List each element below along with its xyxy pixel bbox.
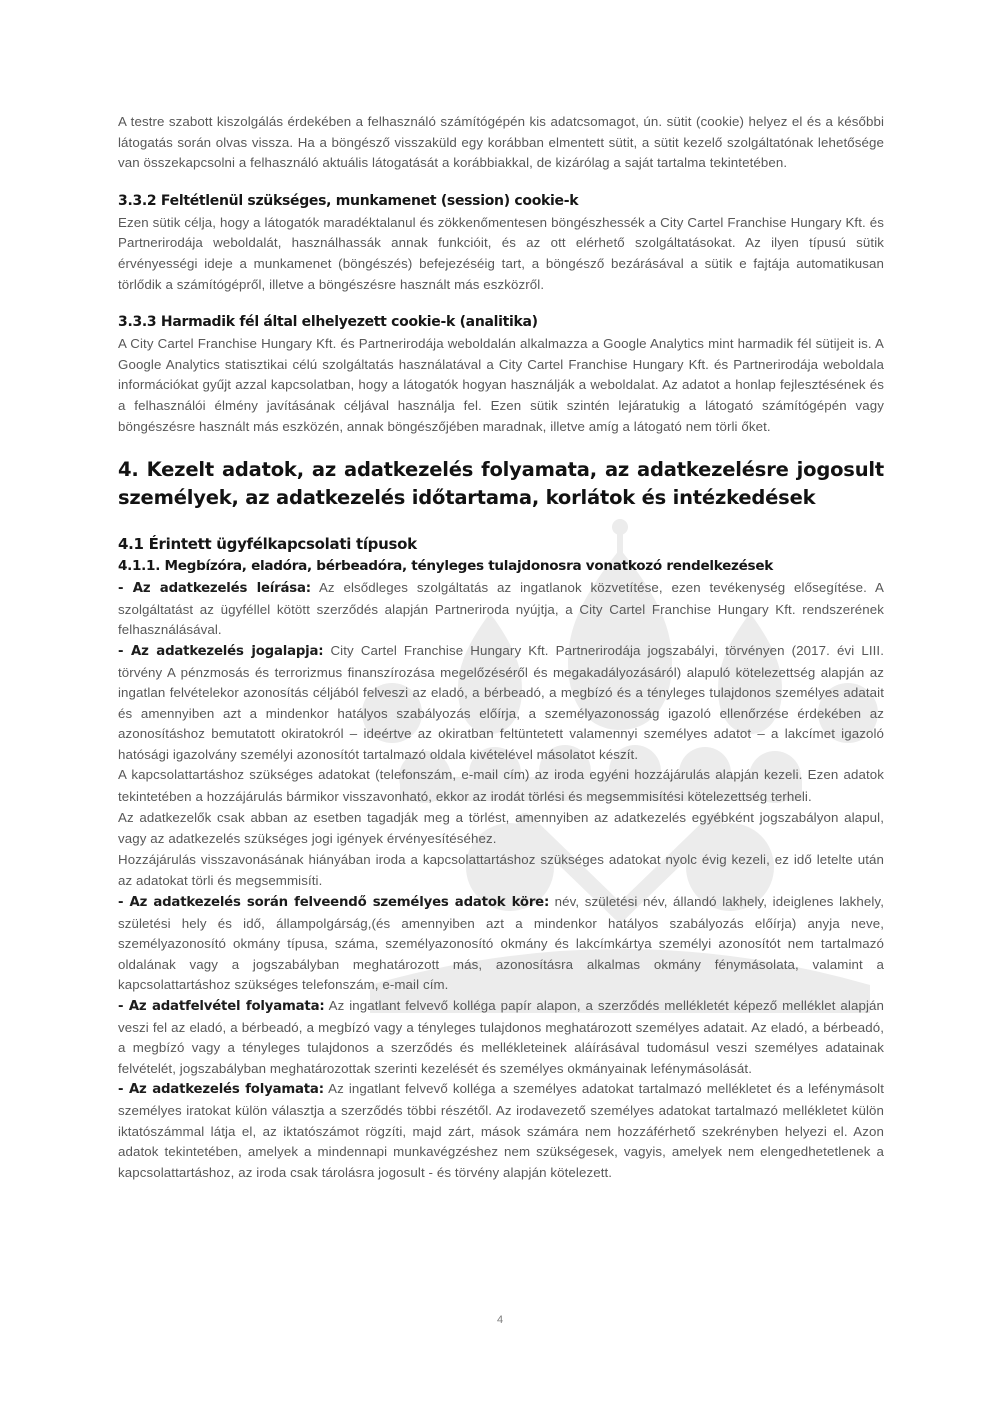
policy-paragraph	[118, 641, 884, 766]
policy-paragraph	[118, 765, 884, 807]
paragraph-lead: - Az adatkezelés leírása:	[118, 581, 311, 597]
policy-paragraph	[118, 996, 884, 1079]
section-4-1-heading: 4.1 Érintett ügyfélkapcsolati típusok	[118, 535, 417, 554]
section-4-1-1-heading: 4.1.1. Megbízóra, eladóra, bérbeadóra, tényleges tulajdonosra vonatkozó rendelkezések	[118, 558, 774, 575]
page-content	[118, 112, 884, 1183]
intro-paragraph: A testre szabott kiszolgálás érdekében a felhasználó számítógépén kis adatcsomagot, ún. sütit (cookie) helyez el és a későbbi látogatás során olvas vissza. Ha a böngésző visszaküld egy korábban elmentett sütit, a sütit kezelő szolgáltatónak lehetősége van összekapcsolni a felhasználó aktuális látogatását a korábbiakkal, de kizárólag a saját tartalma tekintetében.	[118, 114, 884, 171]
paragraph-text: Az adatkezelők csak abban az esetben tagadják meg a törlést, amennyiben az adatkezelés egyébként jogszabályon alapul, vagy az adatkezelés szükséges jogi igények érvényesítéséhez.	[118, 809, 884, 847]
section-3-3-3-heading: 3.3.3 Harmadik fél által elhelyezett cookie-k (analitika)	[118, 314, 538, 331]
paragraph-lead: - Az adatkezelés folyamata:	[118, 1082, 324, 1098]
policy-paragraph	[118, 578, 884, 641]
paragraph-text: City Cartel Franchise Hungary Kft. Partnerirodája jogszabályi, törvényen (2017. évi LIII. törvény A pénzmosás és terrorizmus finanszírozása megelőzéséről és megakadályozásáról) alapuló kötelezettség alapján az ingatlan felvételekor azonosítás céljából felveszi az eladó, a bérbeadó, a megbízó és a tényleges tulajdonos személyes adatait és amennyiben azt a mindenkor hatályos szabályozás előírja, a személyazonosság igazoló ellenőrzése érdekében az azonosításhoz bemutatott okiratokról – ideértve az okiratban feltüntetett valamennyi személyes adatot – a lakcímet igazoló hatósági igazolvány személyi azonosítót tartalmazó oldala kivételével másolatot készít.	[118, 642, 884, 762]
paragraph-text: Az ingatlant felvevő kolléga a személyes adatokat tartalmazó mellékletet és a lefénymásolt személyes iratokat külön választja a szerződés többi részétől. Az irodavezető személyes adatokat tartalmazó mellékletet külön iktatószámmal látja el, az iktatószámot rögzíti, majd zárt, mások számára nem hozzáférhető szekrényben helyezi el. Azon adatok tekintetében, amelyek a mindennapi munkavégzéshez nem szükségesek, vagyis, amelyek nem elengedhetetlenek a kapcsolattartáshoz, az iroda csak tárolásra jogosult - és törvény alapján kötelezett.	[118, 1081, 884, 1180]
policy-paragraph	[118, 892, 884, 996]
policy-paragraph	[118, 808, 884, 850]
section-3-3-2-body: Ezen sütik célja, hogy a látogatók maradéktalanul és zökkenőmentesen böngészhessék a City Cartel Franchise Hungary Kft. és Partnerirodája weboldalát, használhassák annak funkcióit, és az ott elérhető szolgáltatásokat. Az ilyen típusú sütik érvényességi ideje a munkamenet (böngészés) befejezéséig tart, a böngésző bezárásával a sütik e fajtája automatikusan törlődik a számítógépről, illetve a böngészésre használt más eszközről.	[118, 214, 884, 292]
paragraph-text: név, születési név, állandó lakhely, ideiglenes lakhely, születési hely és idő, állampolgárság,(és amennyiben azt a mindenkor hatályos szabályozás előírja) anyja neve, személyazonosító okmány típusa, száma, személyazonosító okmány és lakcímkártya személyi azonosítót nem tartalmazó oldalának vagy a jogszabályban meghatározott más, azonosításra alkalmas okmány fénymásolata, valamint a kapcsolattartáshoz szükséges telefonszám, e-mail cím.	[118, 894, 884, 993]
section-3-3-2-heading: 3.3.2 Feltétlenül szükséges, munkamenet (session) cookie-k	[118, 192, 579, 209]
policy-paragraph	[118, 850, 884, 892]
policy-paragraph	[118, 1079, 884, 1183]
paragraph-lead: - Az adatkezelés jogalapja:	[118, 643, 324, 659]
paragraph-lead: - Az adatkezelés során felveendő személyes adatok köre:	[118, 895, 550, 911]
chapter-4-heading: 4. Kezelt adatok, az adatkezelés folyamata, az adatkezelésre jogosult személyek, az adatkezelés időtartama, korlátok és intézkedések	[118, 458, 884, 509]
paragraph-text: Az ingatlant felvevő kolléga papír alapon, a szerződés mellékletét képező melléklet alapján veszi fel az eladó, a bérbeadó, a megbízó vagy a tényleges tulajdonos meghatározott személyes adatait. Az eladó, a bérbeadó, a megbízó vagy a tényleges tulajdonos a szerződés és mellékleteinek aláírásával tudomásul veszi személyes adatainak felvételét, jogszabályban meghatározottak szerinti kezelését és személyes okmányainak lefénymásolását.	[118, 998, 884, 1076]
page-number: 4	[496, 1314, 504, 1326]
paragraph-text: Hozzájárulás visszavonásának hiányában iroda a kapcsolattartáshoz szükséges adatokat nyolc évig kezeli, ez idő letelte után az adatokat törli és megsemmisíti.	[118, 851, 884, 889]
paragraph-text: Az elsődleges szolgáltatás az ingatlanok közvetítése, ezen tevékenység elősegítése. A szolgáltatást az ügyféllel kötött szerződés alapján Partneriroda nyújtja, a City Cartel Franchise Hungary Kft. rendszerének felhasználásával.	[118, 580, 884, 638]
paragraph-lead: - Az adatfelvétel folyamata:	[118, 999, 325, 1014]
section-3-3-3-body: A City Cartel Franchise Hungary Kft. és Partnerirodája weboldalán alkalmazza a Google Analytics mint harmadik fél sütijeit is. A Google Analytics statisztikai célú szolgáltatás használatával a City Cartel Franchise Hungary Kft. és Partnerirodája weboldala információkat gyűjt azzal kapcsolatban, hogy a látogatók hogyan használják a weboldalat. Az adatot a honlap fejlesztésének és a felhasználói élmény javításának céljával használja fel. Ezen sütik szintén lejáratukig a látogató számítógépén vagy böngészésre használt más eszközén, annak böngészőjében maradnak, illetve amíg a látogató nem törli őket.	[118, 336, 884, 434]
paragraph-text: A kapcsolattartáshoz szükséges adatokat (telefonszám, e-mail cím) az iroda egyéni hozzájárulás alapján kezeli. Ezen adatok tekintetében a hozzájárulás bármikor visszavonható, ekkor az irodát törlési és megsemmisítési kötelezettség terheli.	[118, 767, 884, 805]
